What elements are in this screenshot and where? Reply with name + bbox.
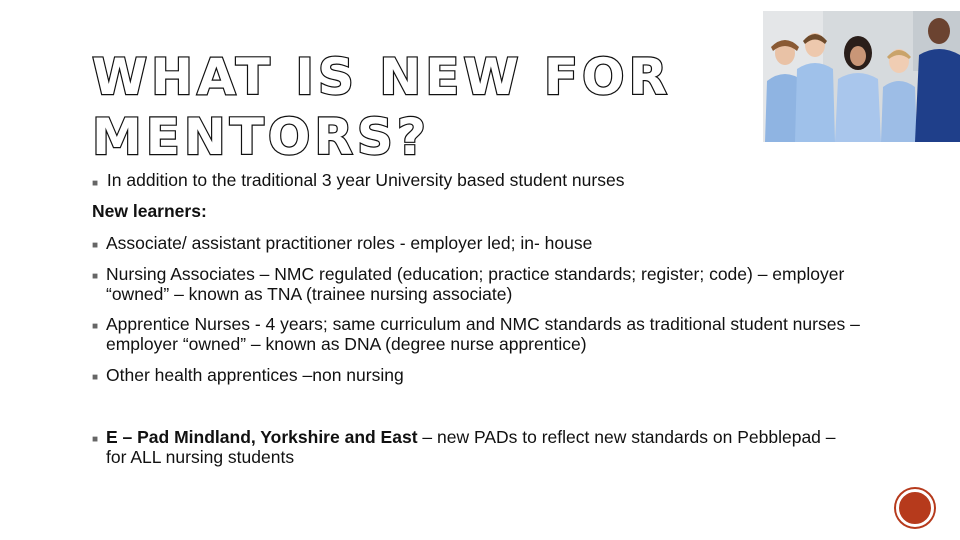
list-item-text bbox=[106, 427, 852, 467]
bullet-glyph: ■ bbox=[92, 372, 99, 383]
list-item bbox=[92, 427, 852, 467]
list-item bbox=[92, 264, 872, 304]
bullet-glyph: ■ bbox=[92, 321, 99, 332]
bullet-glyph: ■ bbox=[92, 240, 99, 251]
new-learners-heading: New learners: bbox=[92, 201, 207, 221]
intro-bullet bbox=[92, 170, 624, 194]
bullet-glyph: ■ bbox=[92, 178, 99, 189]
list-item bbox=[92, 233, 872, 256]
nursing-students-illustration bbox=[763, 11, 960, 142]
list-item-text: Apprentice Nurses - 4 years; same curriculum and NMC standards as traditional student nurses – employer “owned” – known as DNA (degree nurse apprentice) bbox=[106, 314, 860, 354]
list-item-text: Other health apprentices –non nursing bbox=[106, 365, 404, 385]
intro-text: In addition to the traditional 3 year University based student nurses bbox=[106, 170, 625, 190]
list-item bbox=[92, 314, 872, 354]
list-item-text: Nursing Associates – NMC regulated (education; practice standards; register; code) – employer “owned” – known as TNA (trainee nursing associate) bbox=[106, 264, 845, 304]
nursing-students-photo bbox=[763, 11, 960, 142]
pad-description: – new PADs to reflect new standards on Pebblepad – for ALL nursing students bbox=[106, 427, 836, 467]
bullet-glyph: ■ bbox=[92, 434, 99, 445]
bullet-glyph: ■ bbox=[92, 271, 99, 282]
pad-title: E – Pad Mindland, Yorkshire and East bbox=[106, 427, 418, 447]
list-item bbox=[92, 365, 872, 388]
slide-title-line-2: MENTORS? bbox=[92, 108, 430, 166]
logo-icon bbox=[896, 489, 934, 527]
list-item-text: Associate/ assistant practitioner roles - employer led; in- house bbox=[106, 233, 593, 253]
slide-title-line-1: WHAT IS NEW FOR bbox=[92, 48, 672, 106]
